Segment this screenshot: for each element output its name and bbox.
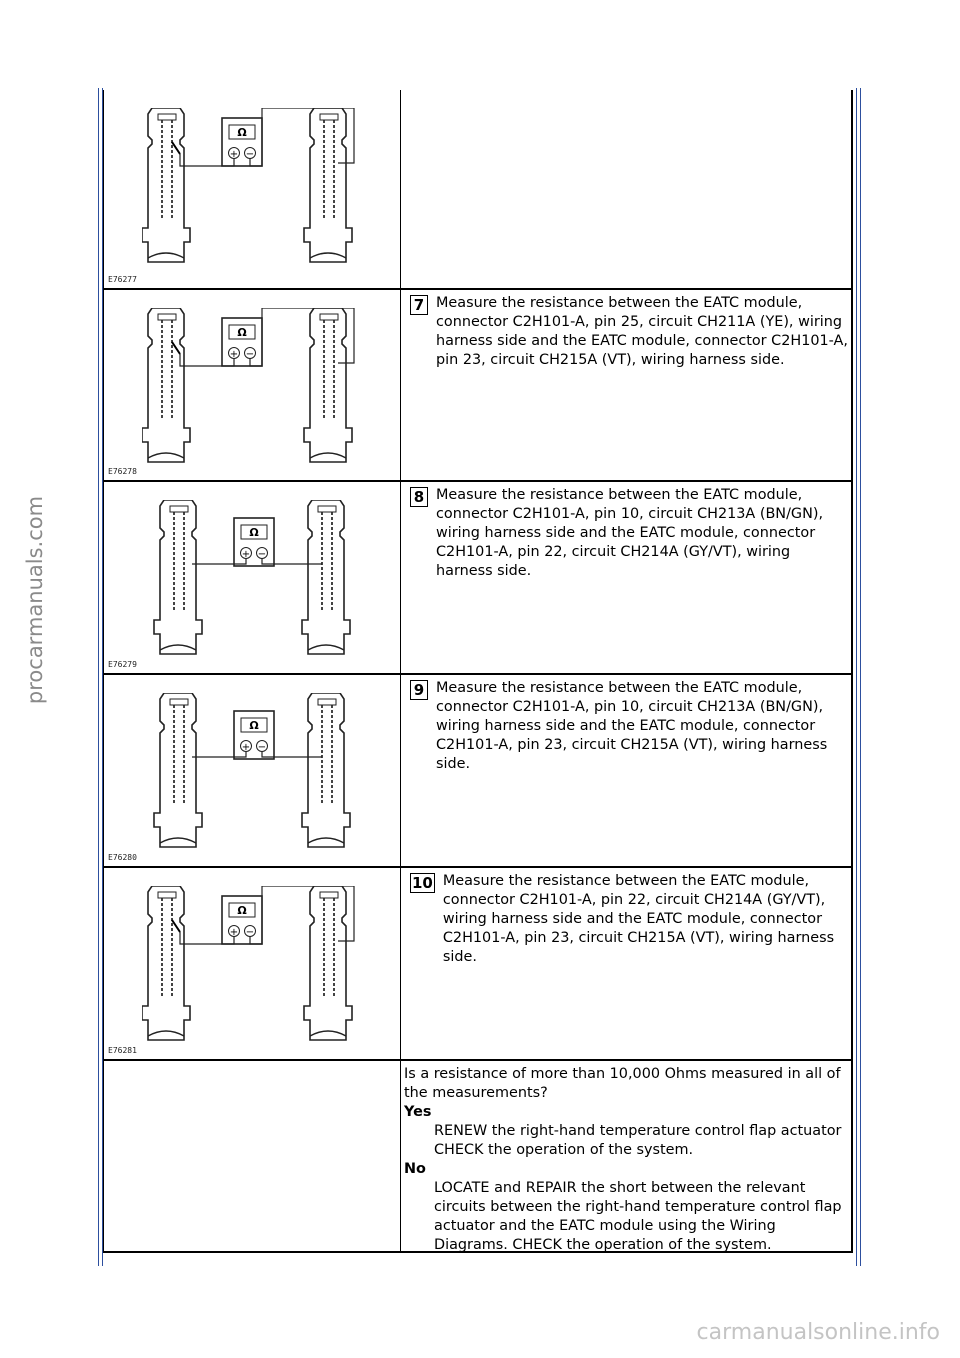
table-row [103, 90, 853, 290]
step-9 [410, 679, 849, 774]
step-8 [410, 486, 849, 581]
figure-cell [104, 675, 401, 866]
figure-label: E76278 [108, 467, 137, 476]
table-row [103, 290, 853, 482]
yes-label: Yes [404, 1104, 432, 1120]
connector-diagram [142, 308, 382, 478]
left-border-line [98, 88, 99, 1266]
connector-diagram [142, 886, 382, 1056]
no-action: LOCATE and REPAIR the short between the relevant circuits between the right-hand temperature control flap actuator and the EATC module using the Wiring Diagrams. CHECK the operation of the system. [434, 1180, 842, 1253]
figure-cell [104, 290, 401, 480]
table-row [103, 482, 853, 675]
step-text: Measure the resistance between the EATC module, connector C2H101-A, pin 10, circuit CH213A (BN/GN), wiring harness side and the EATC module, connector C2H101-A, pin 22, circuit CH214A (GY/VT), wiring harness side. [436, 487, 824, 579]
connector-diagram [142, 108, 382, 278]
step-number: 8 [410, 487, 428, 507]
no-label: No [404, 1161, 426, 1177]
figure-label: E76281 [108, 1046, 137, 1055]
step-number: 7 [410, 295, 428, 315]
text-cell [402, 482, 851, 673]
step-number: 9 [410, 680, 428, 700]
table-row [103, 675, 853, 868]
figure-label: E76277 [108, 275, 137, 284]
figure-label: E76279 [108, 660, 137, 669]
side-watermark: procarmanuals.com [23, 495, 47, 705]
figure-cell [104, 868, 401, 1059]
text-cell [402, 290, 851, 480]
question-text: Is a resistance of more than 10,000 Ohms measured in all of the measurements? [404, 1066, 841, 1101]
question-row [103, 1061, 853, 1253]
yes-action: RENEW the right-hand temperature control flap actuator CHECK the operation of the system. [434, 1123, 842, 1158]
text-cell [402, 868, 851, 1059]
right-border-line-inner [860, 88, 861, 1266]
table-row [103, 868, 853, 1061]
bottom-watermark: carmanualsonline.info [696, 1320, 940, 1345]
step-7 [410, 294, 849, 370]
figure-cell [104, 90, 401, 288]
empty-cell [104, 1061, 401, 1251]
text-cell [402, 675, 851, 866]
step-10 [410, 872, 849, 967]
connector-diagram [142, 500, 382, 670]
text-cell [402, 90, 851, 288]
figure-label: E76280 [108, 853, 137, 862]
question-cell [402, 1061, 851, 1251]
connector-diagram [142, 693, 382, 863]
step-text: Measure the resistance between the EATC module, connector C2H101-A, pin 25, circuit CH211A (YE), wiring harness side and the EATC module, connector C2H101-A, pin 23, circuit CH215A (VT), wiring harness side. [436, 295, 848, 368]
procedure-table [103, 90, 853, 1253]
step-text: Measure the resistance between the EATC module, connector C2H101-A, pin 22, circuit CH214A (GY/VT), wiring harness side and the EATC module, connector C2H101-A, pin 23, circuit CH215A (VT), wiring harness side. [442, 873, 835, 965]
step-text: Measure the resistance between the EATC module, connector C2H101-A, pin 10, circuit CH213A (BN/GN), wiring harness side and the EATC module, connector C2H101-A, pin 23, circuit CH215A (VT), wiring harness side. [436, 680, 828, 772]
figure-cell [104, 482, 401, 673]
right-border-line [856, 88, 857, 1266]
step-number: 10 [412, 874, 433, 892]
